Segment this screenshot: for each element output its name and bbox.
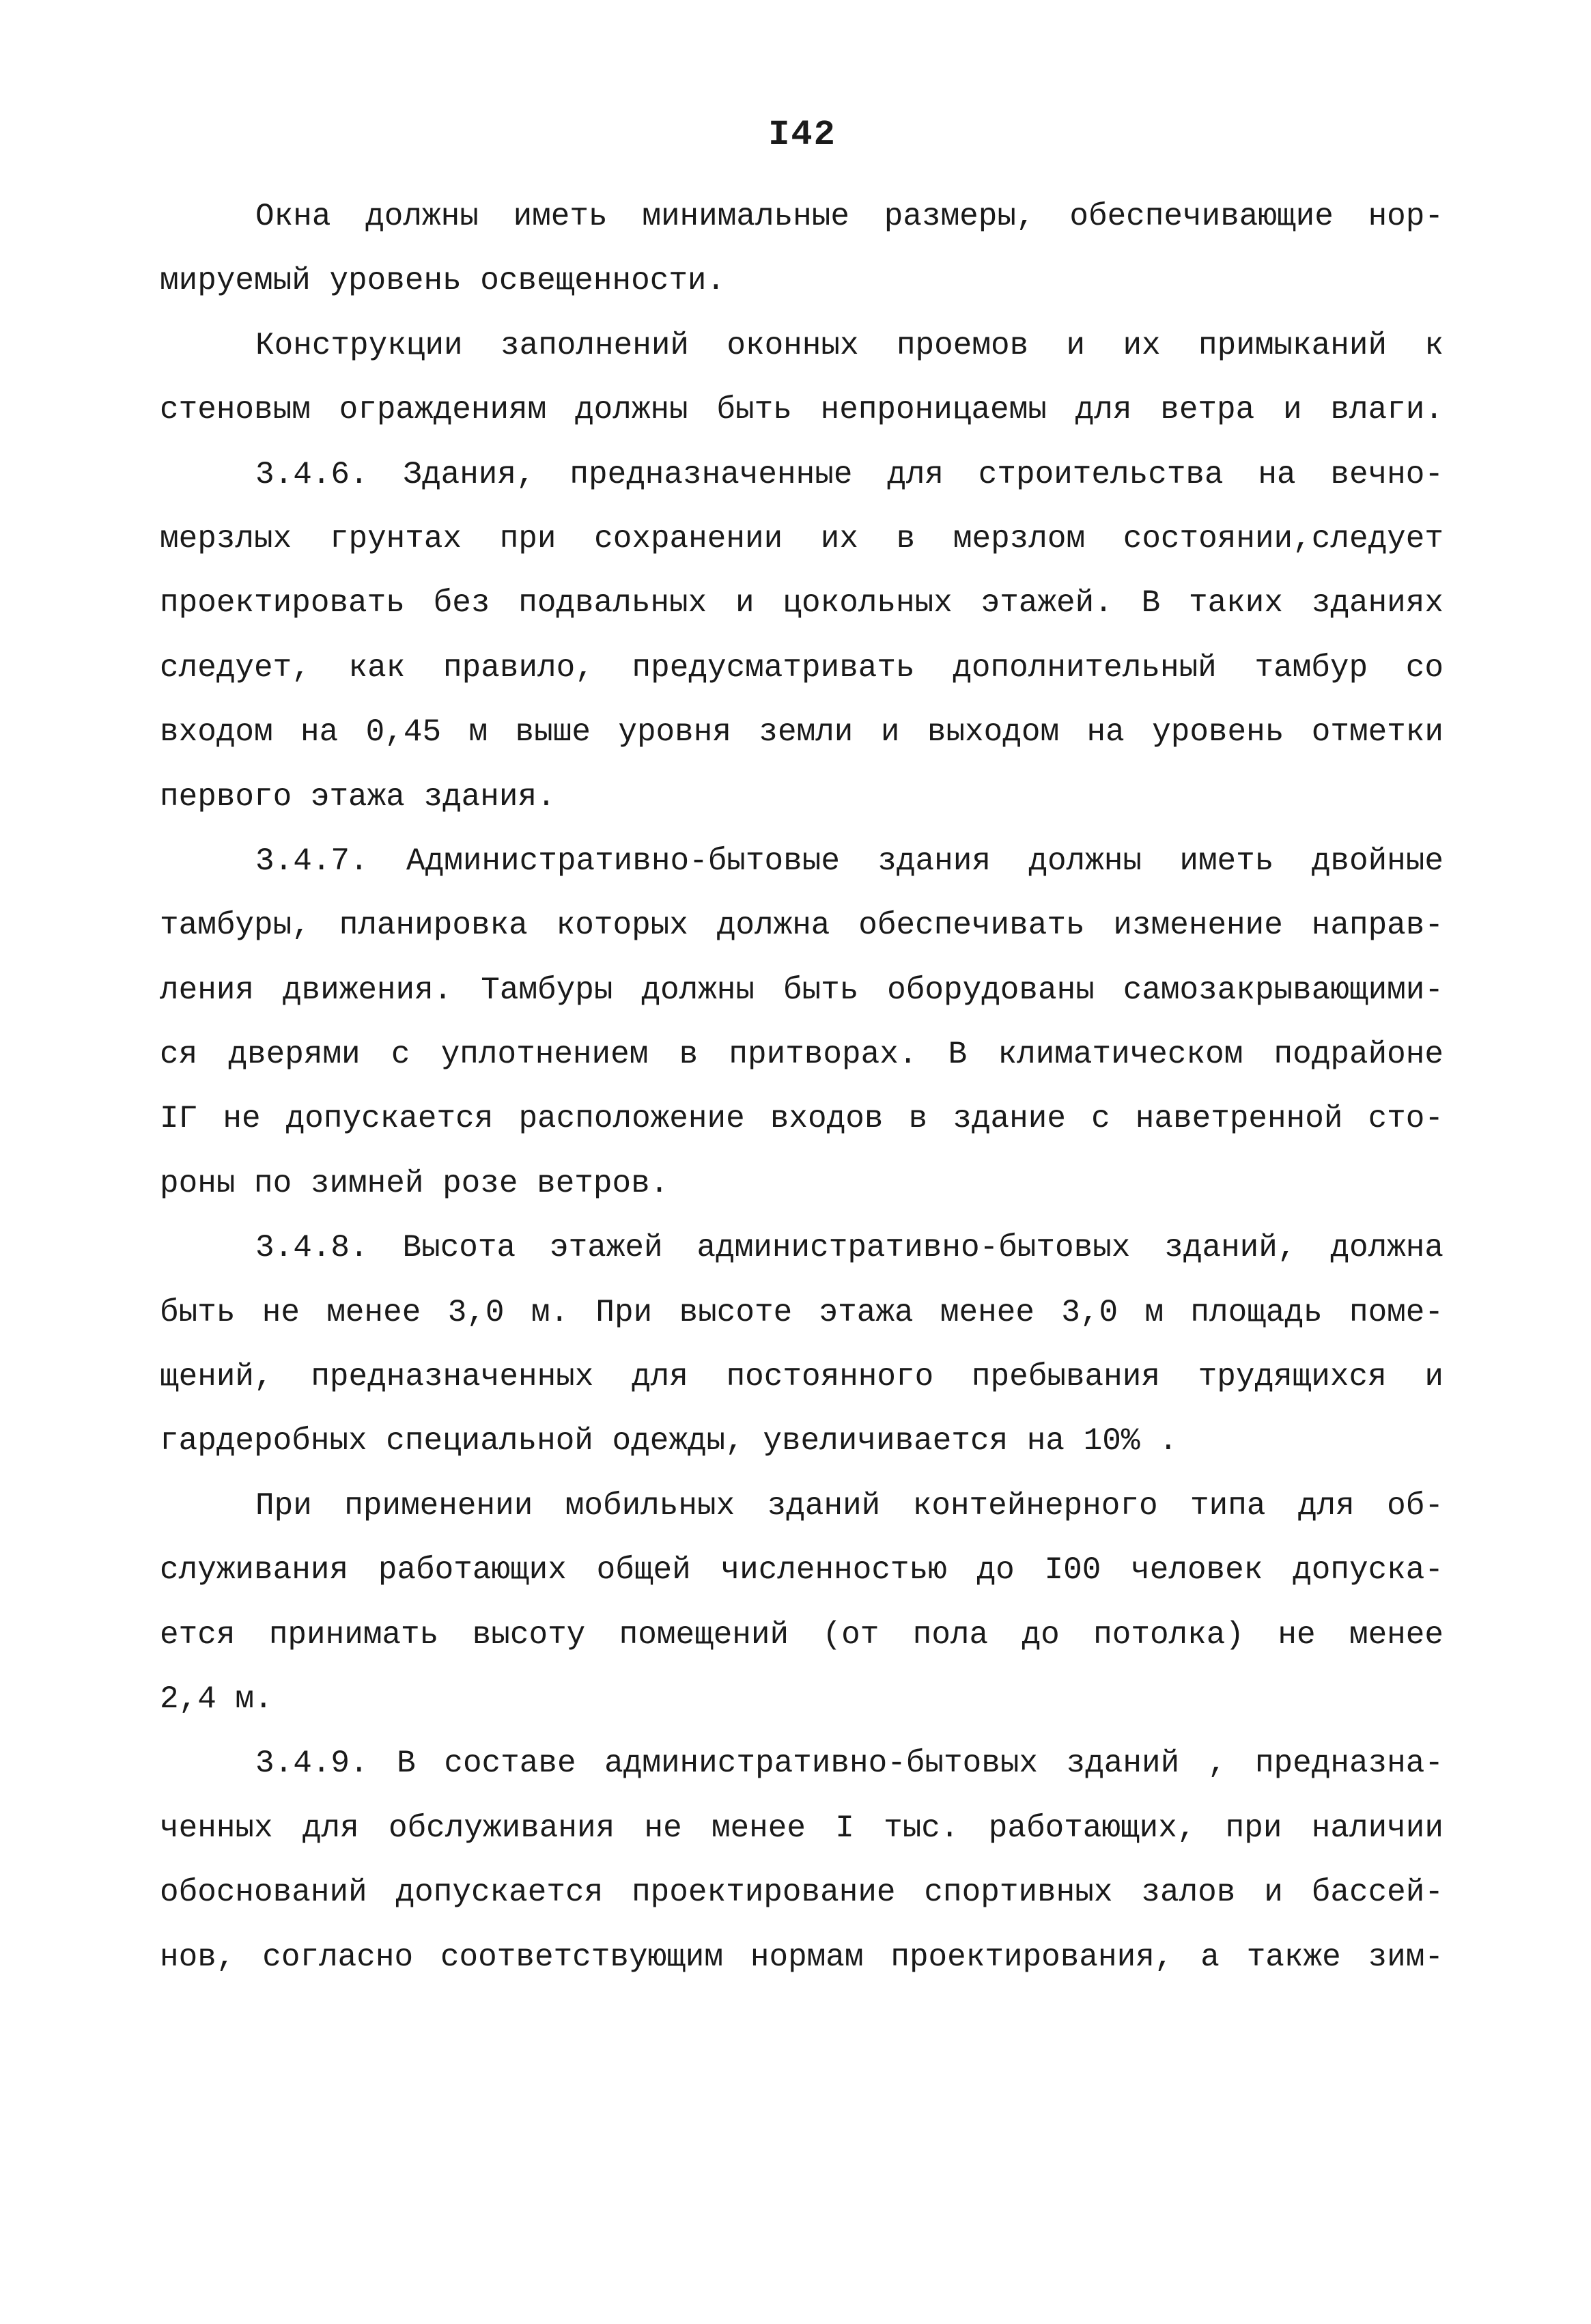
- paragraph: [160, 829, 1444, 1216]
- paragraph: [160, 1474, 1444, 1732]
- text-line: быть не менее 3,0 м. При высоте этажа менее 3,0 м площадь поме-: [160, 1294, 1444, 1330]
- text-line: обоснований допускается проектирование спортивных залов и бассей-: [160, 1875, 1444, 1911]
- page-number: I42: [768, 115, 836, 155]
- text-line: 3.4.8. Высота этажей административно-бытовых зданий, должна: [255, 1230, 1444, 1266]
- text-line: IГ не допускается расположение входов в здание с наветренной сто-: [160, 1101, 1444, 1137]
- text-line: стеновым ограждениям должны быть непроницаемы для ветра и влаги.: [160, 392, 1444, 428]
- text-line: Конструкции заполнений оконных проемов и их примыканий к: [255, 327, 1444, 363]
- text-line: входом на 0,45 м выше уровня земли и выходом на уровень отметки: [160, 714, 1444, 751]
- text-line: первого этажа здания.: [160, 779, 556, 815]
- text-line: мируемый уровень освещенности.: [160, 263, 726, 299]
- document-body: [160, 184, 1444, 1989]
- text-line: ления движения. Тамбуры должны быть оборудованы самозакрывающими-: [160, 972, 1444, 1008]
- text-line: мерзлых грунтах при сохранении их в мерзлом состоянии,следует: [160, 520, 1444, 557]
- text-line: гардеробных специальной одежды, увеличивается на 10% .: [160, 1423, 1178, 1459]
- text-line: нов, согласно соответствующим нормам проектирования, а также зим-: [160, 1939, 1444, 1975]
- paragraph: [160, 1731, 1444, 1989]
- text-line: служивания работающих общей численностью до I00 человек допуска-: [160, 1552, 1444, 1588]
- paragraph: [160, 184, 1444, 313]
- text-line: ченных для обслуживания не менее I тыс. работающих, при наличии: [160, 1810, 1444, 1846]
- text-line: следует, как правило, предусматривать дополнительный тамбур со: [160, 649, 1444, 686]
- text-line: Окна должны иметь минимальные размеры, обеспечивающие нор-: [255, 199, 1444, 234]
- paragraph: [160, 443, 1444, 829]
- text-line: роны по зимней розе ветров.: [160, 1165, 669, 1201]
- text-line: ся дверями с уплотнением в притворах. В климатическом подрайоне: [160, 1037, 1444, 1073]
- text-line: 3.4.6. Здания, предназначенные для строительства на вечно-: [255, 456, 1444, 492]
- text-line: тамбуры, планировка которых должна обеспечивать изменение направ-: [160, 908, 1444, 944]
- paragraph: [160, 1216, 1444, 1474]
- text-line: 2,4 м.: [160, 1681, 273, 1717]
- text-line: 3.4.7. Административно-бытовые здания должны иметь двойные: [255, 843, 1444, 879]
- paragraph: [160, 313, 1444, 443]
- text-line: При применении мобильных зданий контейнерного типа для об-: [255, 1487, 1444, 1524]
- text-line: щений, предназначенных для постоянного пребывания трудящихся и: [160, 1359, 1444, 1395]
- text-line: ется принимать высоту помещений (от пола до потолка) не менее: [160, 1616, 1444, 1653]
- text-line: проектировать без подвальных и цокольных этажей. В таких зданиях: [160, 585, 1444, 621]
- text-line: 3.4.9. В составе административно-бытовых зданий , предназна-: [255, 1746, 1444, 1782]
